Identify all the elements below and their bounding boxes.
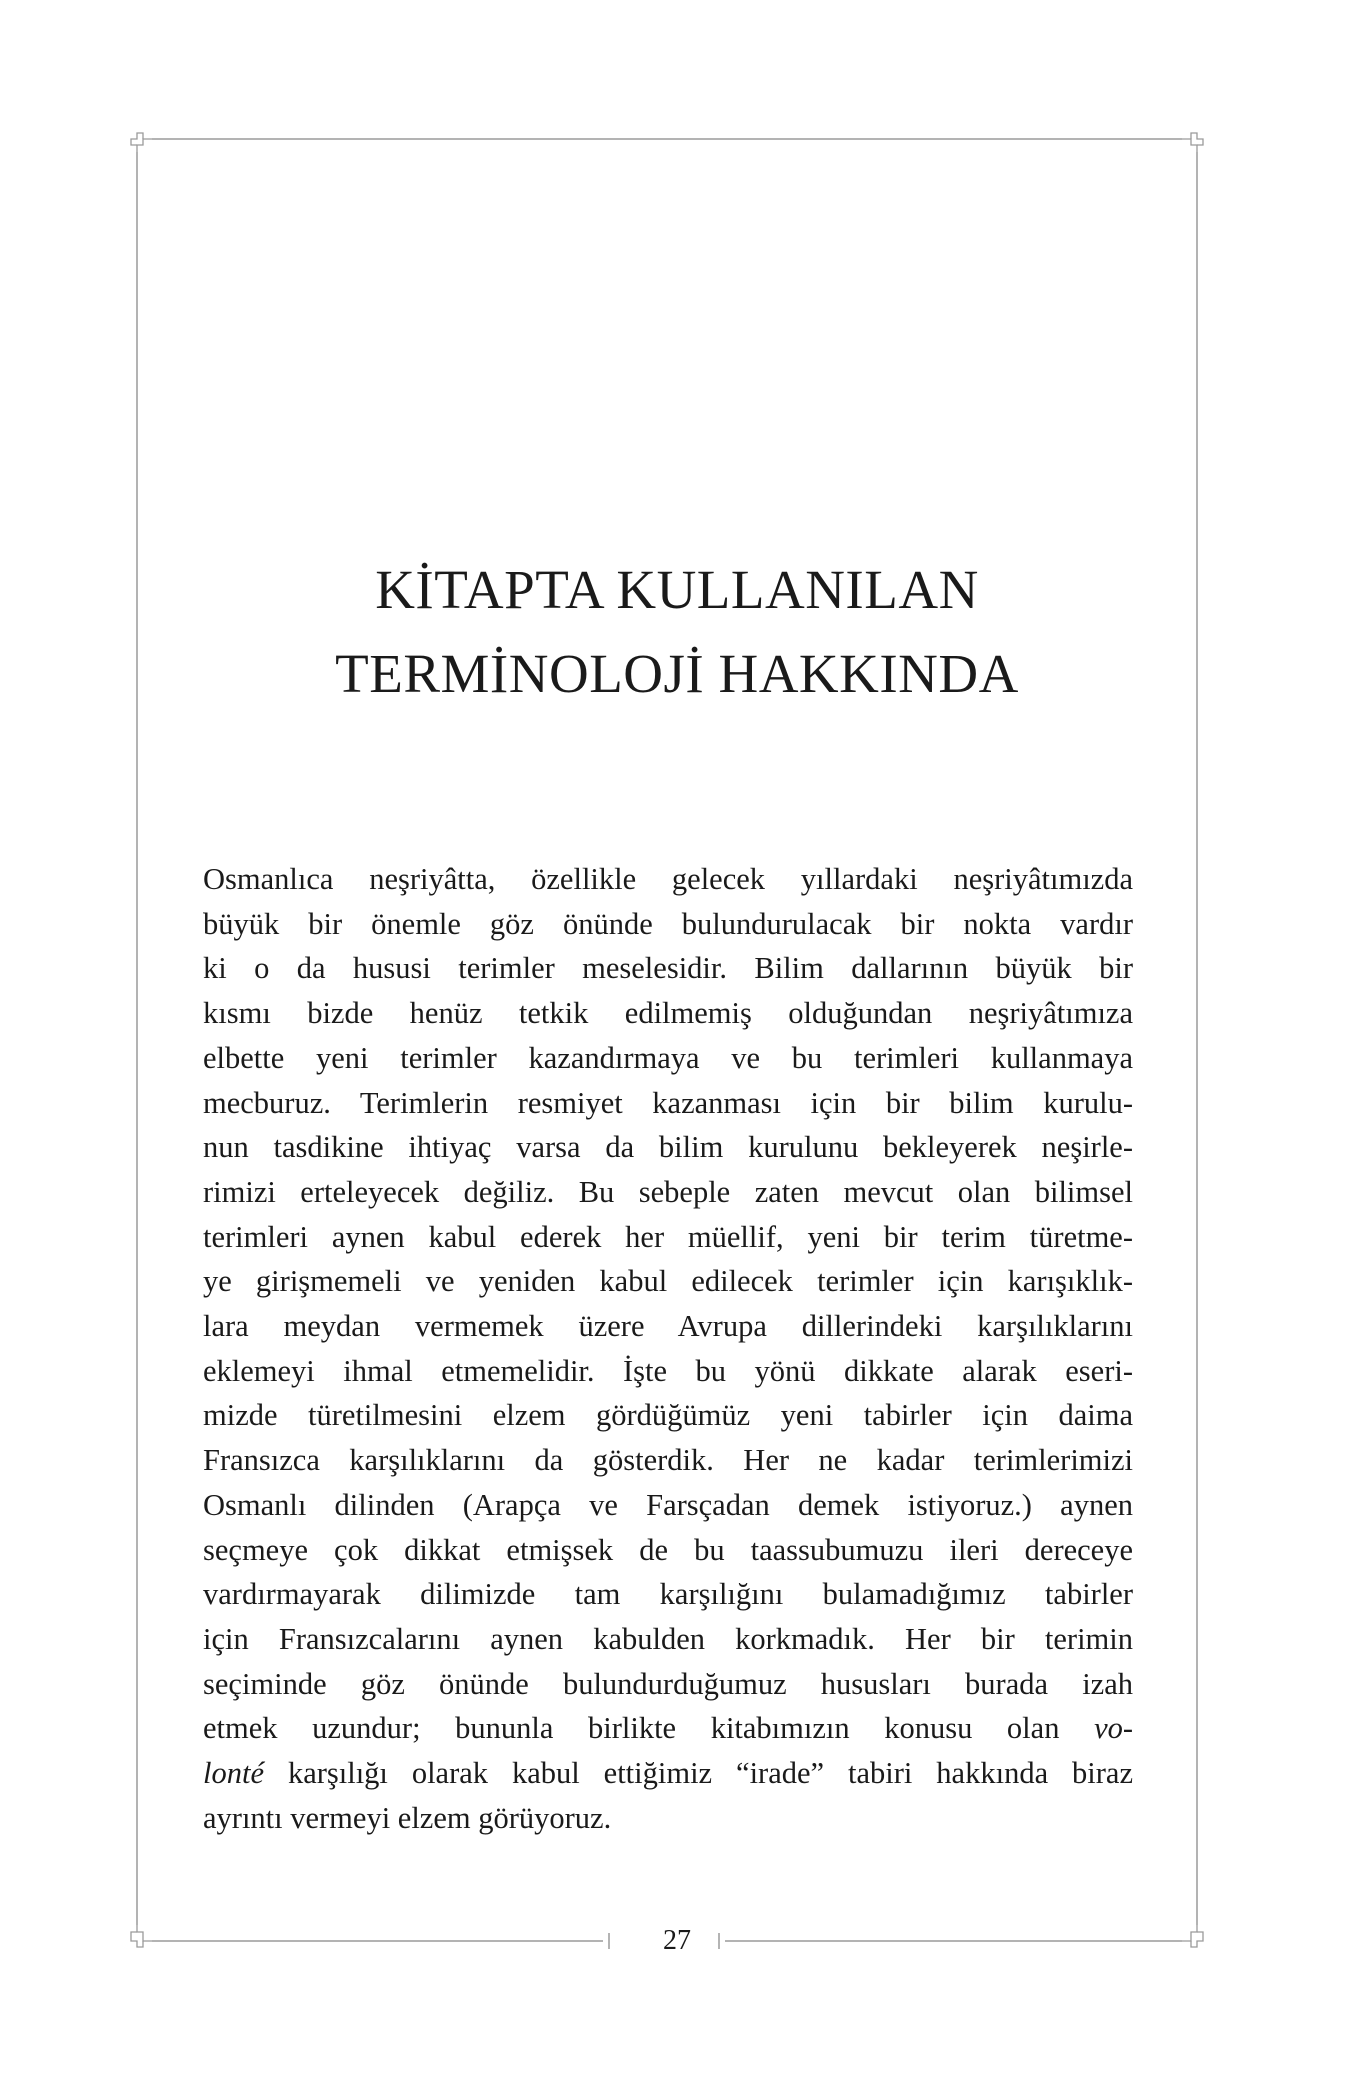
chapter-title	[150, 548, 1204, 716]
body-line: ye girişmemeli ve yeniden kabul edilecek terimler için karışıklık-	[203, 1264, 1133, 1299]
body-line-text: karşılığı olarak kabul ettiğimiz “irade” tabiri hakkında biraz	[264, 1756, 1133, 1791]
italic-term-part-2: lonté	[203, 1756, 264, 1791]
body-line: seçiminde göz önünde bulundurduğumuz hususları burada izah	[203, 1666, 1133, 1701]
body-line: mecburuz. Terimlerin resmiyet kazanması için bir bilim kurulu-	[203, 1085, 1133, 1120]
body-line: eklemeyi ihmal etmemelidir. İşte bu yönü dikkate alarak eseri-	[203, 1353, 1133, 1388]
body-line: seçmeye çok dikkat etmişsek de bu taassubumuzu ileri dereceye	[203, 1532, 1133, 1567]
body-line: Osmanlıca neşriyâtta, özellikle gelecek yıllardaki neşriyâtımızda	[203, 862, 1133, 896]
body-line: mizde türetilmesini elzem gördüğümüz yeni tabirler için daima	[203, 1398, 1133, 1433]
body-line: vardırmayarak dilimizde tam karşılığını bulamadığımız tabirler	[203, 1577, 1133, 1612]
body-line: için Fransızcalarını aynen kabulden korkmadık. Her bir terimin	[203, 1621, 1133, 1656]
body-line-text: etmek uzundur; bununla birlikte kitabımızın konusu olan	[203, 1711, 1060, 1746]
chapter-title-line-1: KİTAPTA KULLANILAN	[375, 559, 979, 620]
body-line: elbette yeni terimler kazandırmaya ve bu terimleri kullanmaya	[203, 1040, 1133, 1075]
body-line: nun tasdikine ihtiyaç varsa da bilim kurulunu bekleyerek neşirle-	[203, 1130, 1133, 1165]
body-line: rimizi erteleyecek değiliz. Bu sebeple zaten mevcut olan bilimsel	[203, 1174, 1133, 1209]
chapter-title-line-2: TERMİNOLOJİ HAKKINDA	[335, 643, 1019, 704]
body-line: ki o da hususi terimler meselesidir. Bilim dallarının büyük bir	[203, 951, 1133, 986]
body-line	[203, 1751, 1133, 1796]
body-line: lara meydan vermemek üzere Avrupa dillerindeki karşılıklarını	[203, 1309, 1133, 1344]
body-paragraph	[203, 857, 1133, 1840]
page-number: 27	[663, 1925, 691, 1956]
body-line: Fransızca karşılıklarını da gösterdik. Her ne kadar terimlerimizi	[203, 1443, 1133, 1478]
body-line	[203, 1706, 1133, 1751]
italic-term-part-1: vo-	[1094, 1711, 1134, 1746]
body-line: kısmı bizde henüz tetkik edilmemiş olduğundan neşriyâtımıza	[203, 996, 1133, 1031]
body-line: büyük bir önemle göz önünde bulundurulacak bir nokta vardır	[203, 906, 1133, 941]
body-line: terimleri aynen kabul ederek her müellif, yeni bir terim türetme-	[203, 1219, 1133, 1254]
body-line-last: ayrıntı vermeyi elzem görüyoruz.	[203, 1800, 612, 1835]
body-line: Osmanlı dilinden (Arapça ve Farsçadan demek istiyoruz.) aynen	[203, 1487, 1133, 1522]
